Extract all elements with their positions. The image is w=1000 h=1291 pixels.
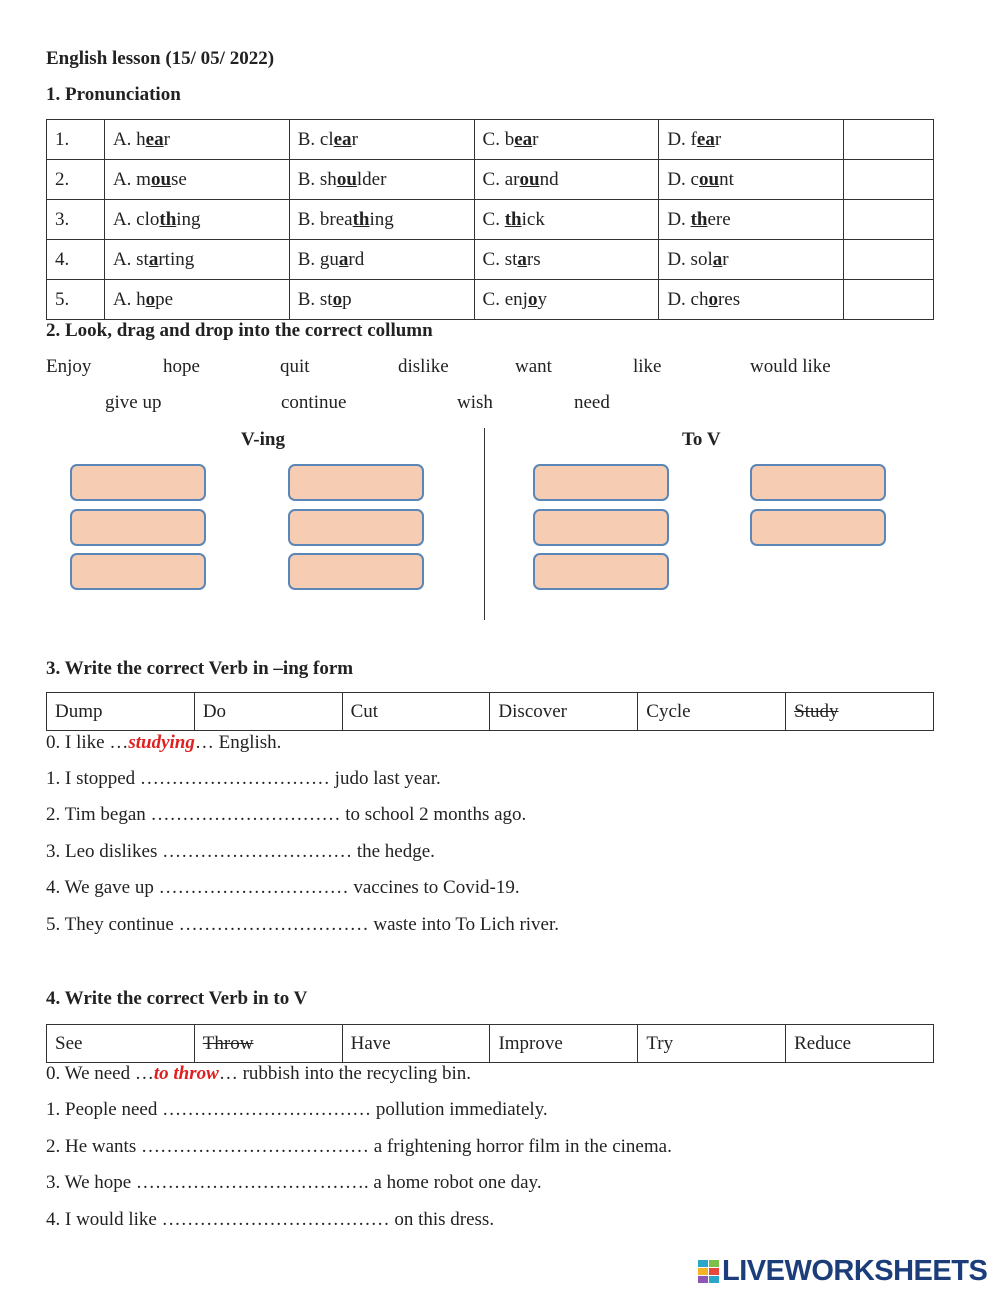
section-3-example [46,732,281,754]
ving-drop-zone[interactable] [288,509,424,546]
ving-drop-zone[interactable] [70,509,206,546]
option-b [289,160,474,200]
option-post: ing [369,208,394,230]
option-pre: D. ch [667,288,709,310]
option-mid: th [352,208,370,230]
option-pre: C. st [482,248,518,270]
option-pre: C. enj [482,288,528,310]
option-post: r [532,128,539,150]
option-mid: o [145,288,156,310]
tov-verb-table [46,1024,934,1063]
example-suffix: … English. [194,732,282,753]
option-post: p [342,288,352,310]
option-post: res [717,288,741,310]
drag-word[interactable]: Enjoy [46,356,92,377]
section-1-title: 1. Pronunciation [46,84,181,105]
drag-word[interactable]: quit [280,356,310,377]
option-pre: C. [482,208,505,230]
column-heading-ving: V-ing [241,429,285,450]
example-prefix: 0. I like … [46,732,129,753]
option-pre: B. sh [297,168,337,190]
option-post: r [714,128,722,150]
example-answer: studying [128,732,195,753]
verb-cell: Do [194,693,342,731]
tov-drop-zone[interactable] [533,553,669,590]
section-3-title: 3. Write the correct Verb in –ing form [46,658,354,679]
page-title: English lesson (15/ 05/ 2022) [46,48,275,69]
option-c [474,280,659,320]
option-mid: a [338,248,349,270]
option-b [289,120,474,160]
option-pre: D. c [667,168,699,190]
option-c [474,240,659,280]
option-b [289,240,474,280]
option-a [104,240,289,280]
column-heading-tov: To V [682,429,721,450]
drag-word[interactable]: give up [105,392,162,413]
option-c [474,160,659,200]
pronunciation-row [47,200,934,240]
option-d [659,160,844,200]
option-mid: o [332,288,343,310]
example-prefix: 0. We need … [46,1063,154,1084]
pronunciation-table [46,119,934,320]
tov-drop-zone[interactable] [750,509,886,546]
option-pre: C. b [482,128,515,150]
liveworksheets-logo [698,1255,987,1288]
answer-cell[interactable] [844,280,934,320]
drag-word[interactable]: want [515,356,552,377]
ving-drop-zone[interactable] [70,464,206,501]
option-post: rting [158,248,195,270]
drag-word[interactable]: need [574,392,610,413]
option-c [474,200,659,240]
option-c [474,120,659,160]
option-pre: A. st [112,248,149,270]
option-b [289,280,474,320]
option-post: y [537,288,547,310]
exercise-sentence[interactable]: 1. I stopped ………………………… judo last year. [46,768,441,789]
option-mid: ea [145,128,164,150]
option-d [659,120,844,160]
answer-cell[interactable] [844,200,934,240]
option-post: ere [707,208,731,230]
option-pre: D. f [667,128,697,150]
exercise-sentence[interactable]: 2. He wants ……………………………… a frightening horror film in the cinema. [46,1136,672,1157]
exercise-sentence[interactable]: 4. I would like ……………………………… on this dress. [46,1209,495,1230]
exercise-sentence[interactable]: 3. We hope ………………………………. a home robot one day. [46,1172,542,1193]
pronunciation-row [47,120,934,160]
option-post: nt [719,168,734,190]
option-mid: o [708,288,718,310]
verb-cell: Dump [47,693,195,731]
row-number: 2. [47,160,105,200]
ving-drop-zone[interactable] [288,553,424,590]
verb-cell: Try [638,1025,786,1063]
tov-drop-zone[interactable] [750,464,886,501]
option-pre: A. h [112,288,146,310]
verb-cell-used: Study [786,693,934,731]
option-post: pe [155,288,174,310]
drag-word[interactable]: hope [163,356,200,377]
example-suffix: … rubbish into the recycling bin. [218,1063,472,1084]
option-post: r [722,248,729,270]
row-number: 5. [47,280,105,320]
answer-cell[interactable] [844,160,934,200]
verb-cell: Improve [490,1025,638,1063]
verb-cell: Discover [490,693,638,731]
option-b [289,200,474,240]
option-post: rd [348,248,365,270]
option-a [104,280,289,320]
section-4-example [46,1063,471,1085]
verb-cell: Have [342,1025,490,1063]
option-post: ing [176,208,201,230]
option-pre: C. ar [482,168,520,190]
option-post: ick [521,208,545,230]
option-post: nd [539,168,559,190]
option-post: lder [356,168,387,190]
logo-grid-icon [698,1260,719,1283]
column-divider [484,428,485,620]
exercise-sentence[interactable]: 2. Tim began ………………………… to school 2 months ago. [46,804,527,825]
option-post: rs [526,248,541,270]
pronunciation-row [47,280,934,320]
option-post: r [163,128,170,150]
option-mid: ou [698,168,720,190]
option-mid: ou [336,168,357,190]
verb-cell: Reduce [786,1025,934,1063]
example-answer: to throw [153,1063,219,1084]
drag-word[interactable]: continue [281,392,347,413]
option-pre: A. clo [112,208,160,230]
option-mid: a [712,248,723,270]
option-mid: th [159,208,177,230]
option-mid: th [690,208,708,230]
option-mid: ea [333,128,352,150]
option-mid: a [517,248,527,270]
tov-drop-zone[interactable] [533,464,669,501]
option-pre: B. st [297,288,333,310]
verb-cell-used: Throw [194,1025,342,1063]
exercise-sentence[interactable]: 5. They continue ………………………… waste into To Lich river. [46,914,560,935]
option-d [659,240,844,280]
option-pre: B. gu [297,248,339,270]
option-d [659,200,844,240]
option-pre: D. [667,208,691,230]
option-pre: A. h [112,128,146,150]
option-d [659,280,844,320]
drag-word[interactable]: dislike [398,356,449,377]
option-post: r [351,128,358,150]
option-pre: B. brea [297,208,353,230]
logo-text: LIVEWORKSHEETS [722,1255,988,1287]
ving-drop-zone[interactable] [70,553,206,590]
tov-drop-zone[interactable] [533,509,669,546]
option-a [104,200,289,240]
verb-cell: See [47,1025,195,1063]
option-pre: B. cl [297,128,334,150]
option-mid: ea [696,128,715,150]
drag-word[interactable]: wish [457,392,493,413]
answer-cell[interactable] [844,240,934,280]
exercise-sentence[interactable]: 3. Leo dislikes ………………………… the hedge. [46,841,435,862]
option-a [104,160,289,200]
verb-cell: Cut [342,693,490,731]
option-mid: o [527,288,538,310]
section-4-title: 4. Write the correct Verb in to V [46,988,308,1009]
exercise-sentence[interactable]: 4. We gave up ………………………… vaccines to Covid-19. [46,877,520,898]
option-pre: A. m [112,168,151,190]
drag-word[interactable]: like [633,356,662,377]
ing-verb-table [46,692,934,731]
option-post: se [171,168,187,190]
row-number: 3. [47,200,105,240]
row-number: 1. [47,120,105,160]
option-pre: D. sol [667,248,713,270]
option-mid: ou [519,168,540,190]
row-number: 4. [47,240,105,280]
option-mid: ea [514,128,533,150]
drag-word[interactable]: would like [750,356,831,377]
option-mid: th [504,208,522,230]
verb-cell: Cycle [638,693,786,731]
ving-drop-zone[interactable] [288,464,424,501]
exercise-sentence[interactable]: 1. People need …………………………… pollution immediately. [46,1099,548,1120]
option-mid: a [148,248,159,270]
section-2-title: 2. Look, drag and drop into the correct collumn [46,320,433,341]
answer-cell[interactable] [844,120,934,160]
option-mid: ou [150,168,172,190]
option-a [104,120,289,160]
pronunciation-row [47,240,934,280]
pronunciation-row [47,160,934,200]
